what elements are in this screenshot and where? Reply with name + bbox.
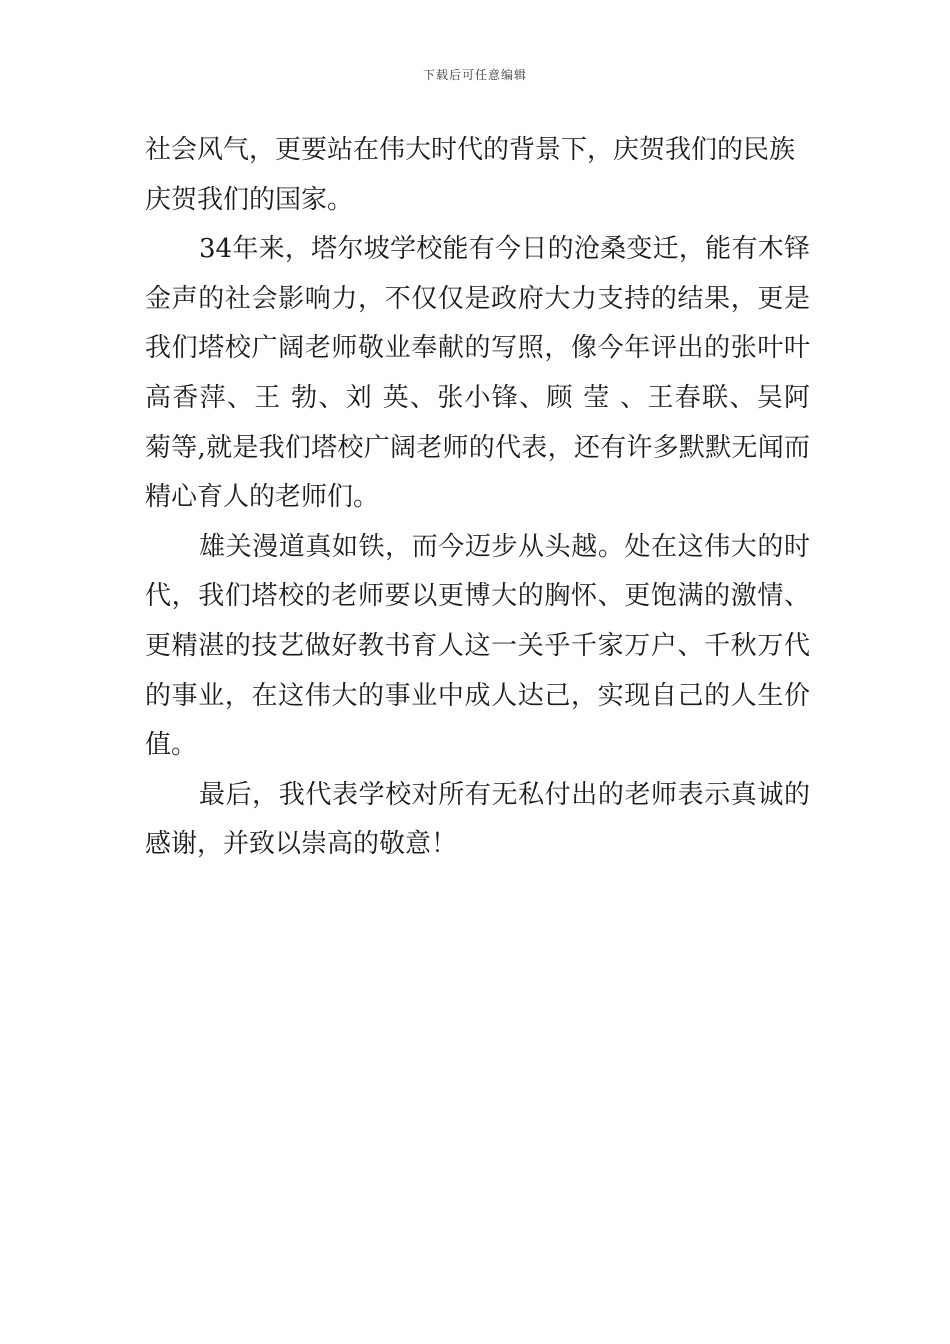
- text-line: 高香萍、王 勃、刘 英、张小锋、顾 莹 、王春联、吴阿: [145, 382, 810, 413]
- text-line: 34年来，塔尔坡学校能有今日的沧桑变迁，能有木铎: [199, 234, 810, 265]
- text-line: 精心育人的老师们。: [145, 482, 380, 513]
- text-line: 金声的社会影响力，不仅仅是政府大力支持的结果，更是: [145, 283, 810, 314]
- text-line: 社会风气，更要站在伟大时代的背景下，庆贺我们的民族: [145, 135, 796, 165]
- text-line: 庆贺我们的国家。: [145, 184, 354, 215]
- text-line: 代，我们塔校的老师要以更博大的胸怀、更饱满的激情、: [145, 581, 810, 612]
- text-line: 最后，我代表学校对所有无私付出的老师表示真诚的: [199, 779, 810, 810]
- document-body: [145, 126, 810, 870]
- text-line: 感谢，并致以崇高的敬意！: [145, 829, 458, 860]
- text-line: 的事业，在这伟大的事业中成人达己，实现自己的人生价: [145, 680, 810, 711]
- page-header: 下载后可任意编辑: [422, 68, 527, 82]
- text-line: 值。: [145, 730, 198, 761]
- text-line: 雄关漫道真如铁，而今迈步从头越。处在这伟大的时: [199, 531, 810, 562]
- text-line: 更精湛的技艺做好教书育人这一关乎千家万户、千秋万代: [145, 630, 810, 661]
- text-line: 菊等,就是我们塔校广阔老师的代表，还有许多默默无闻而: [145, 432, 810, 463]
- text-line: 我们塔校广阔老师敬业奉献的写照，像今年评出的张叶叶: [145, 333, 810, 364]
